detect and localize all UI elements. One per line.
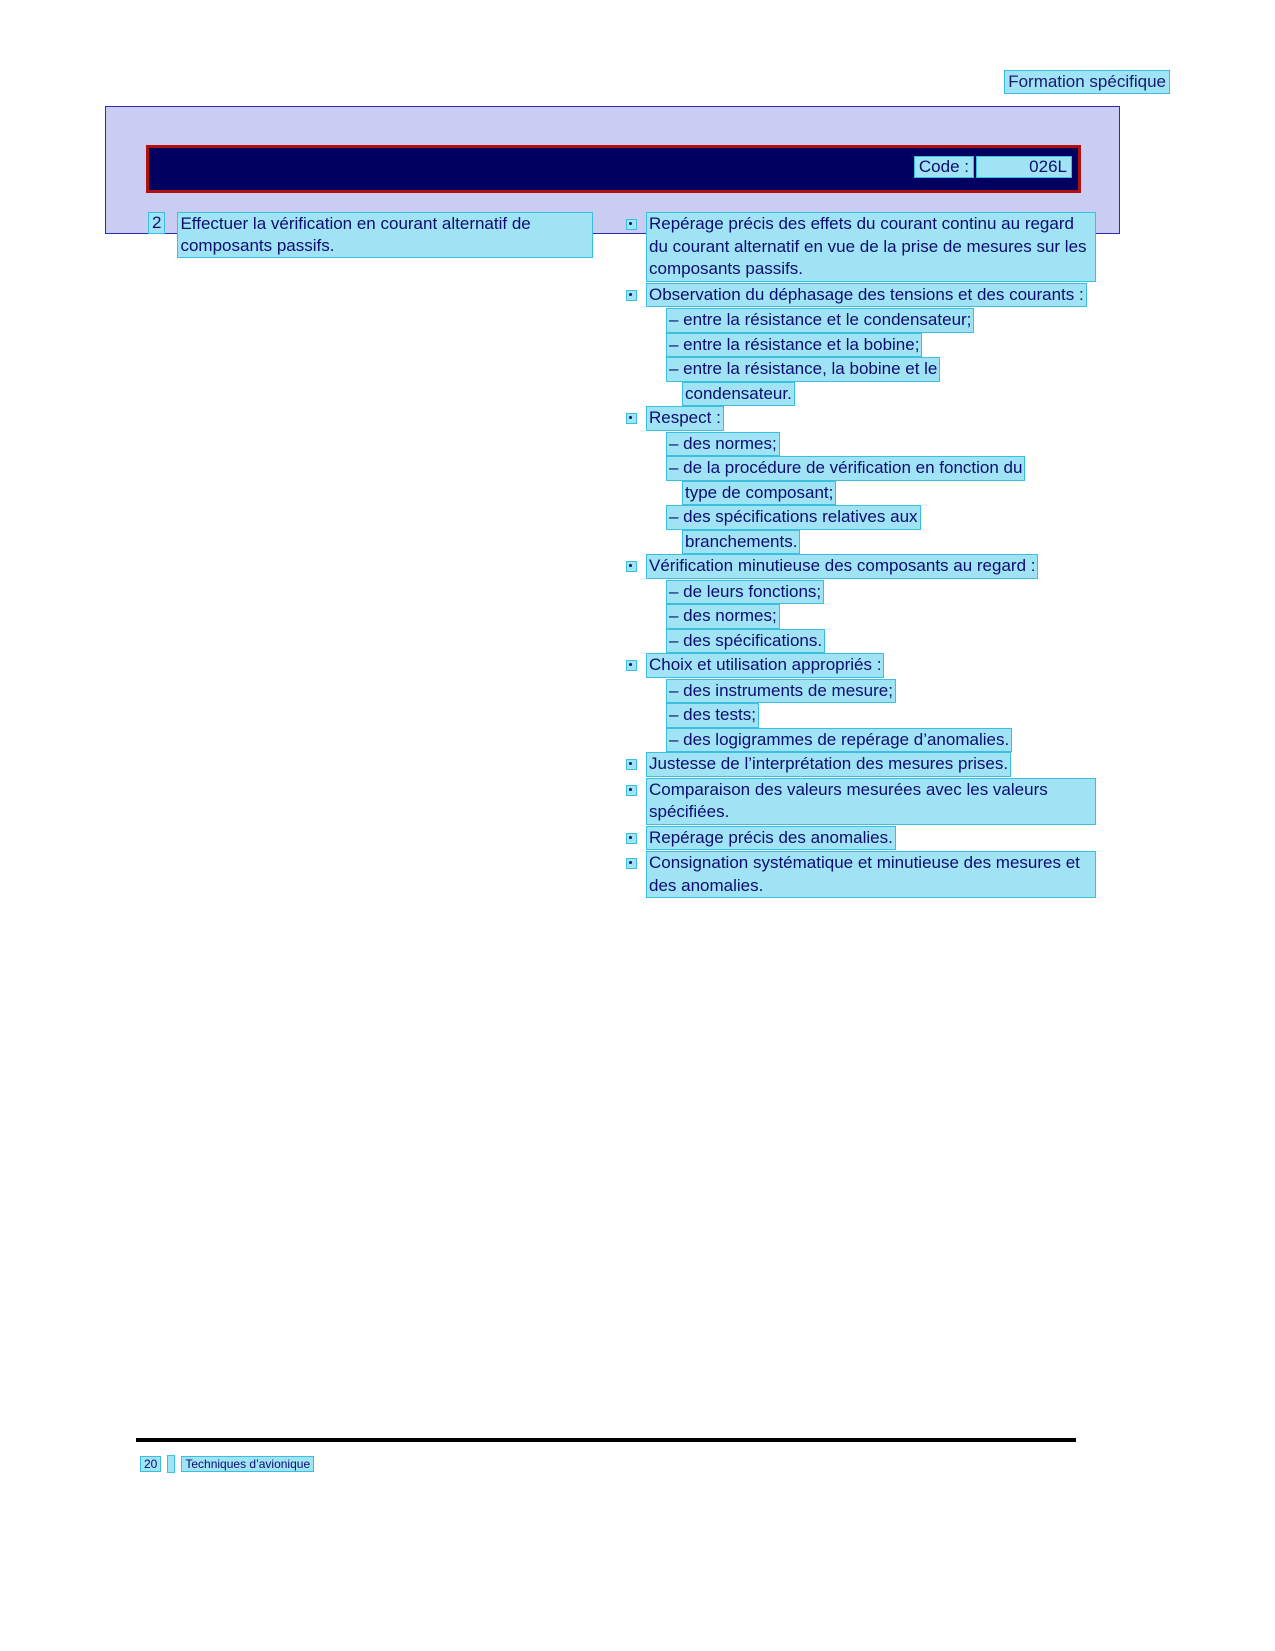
footer-separator bbox=[167, 1455, 175, 1473]
criterion-subitem: – des spécifications relatives aux bbox=[666, 505, 921, 530]
criterion-sublist bbox=[644, 679, 1096, 753]
footer-page-number: 20 bbox=[140, 1456, 161, 1472]
bullet-icon bbox=[626, 561, 637, 572]
bullet-icon bbox=[626, 219, 637, 230]
criterion-sublist bbox=[644, 308, 1096, 406]
criterion-subitem: – de la procédure de vérification en fonction du bbox=[666, 456, 1025, 481]
criterion-subitem: – entre la résistance, la bobine et le bbox=[666, 357, 940, 382]
criterion-text: Repérage précis des effets du courant continu au regard du courant alternatif en vue de la prise de mesures sur les composants passifs. bbox=[646, 212, 1096, 282]
list-item bbox=[626, 826, 1096, 851]
list-item bbox=[626, 778, 1096, 825]
criterion-subitem: – de leurs fonctions; bbox=[666, 580, 824, 605]
footer-divider bbox=[136, 1438, 1076, 1442]
list-item bbox=[626, 554, 1096, 579]
code-group bbox=[914, 156, 1072, 178]
criterion-sublist bbox=[644, 432, 1096, 555]
bullet-icon bbox=[626, 833, 637, 844]
criterion-subitem-cont: condensateur. bbox=[682, 382, 795, 407]
criterion-text: Vérification minutieuse des composants au regard : bbox=[646, 554, 1038, 579]
criterion-subitem: – des instruments de mesure; bbox=[666, 679, 896, 704]
criterion-text: Justesse de l’interprétation des mesures prises. bbox=[646, 752, 1011, 777]
bullet-icon bbox=[626, 759, 637, 770]
criterion-text: Observation du déphasage des tensions et des courants : bbox=[646, 283, 1087, 308]
task-column bbox=[148, 212, 593, 258]
criteria-column bbox=[626, 212, 1096, 899]
bullet-icon bbox=[626, 858, 637, 869]
criterion-subitem: – des normes; bbox=[666, 604, 780, 629]
list-item bbox=[626, 653, 1096, 678]
criterion-text: Consignation systématique et minutieuse des mesures et des anomalies. bbox=[646, 851, 1096, 898]
criterion-subitem-cont: branchements. bbox=[682, 530, 800, 555]
list-item bbox=[626, 283, 1096, 308]
list-item bbox=[626, 212, 1096, 282]
code-label: Code : bbox=[914, 156, 974, 178]
criterion-subitem: – des spécifications. bbox=[666, 629, 825, 654]
criterion-subitem: – entre la résistance et le condensateur; bbox=[666, 308, 974, 333]
bullet-icon bbox=[626, 290, 637, 301]
criterion-subitem: – des logigrammes de repérage d’anomalies. bbox=[666, 728, 1012, 753]
criterion-text: Repérage précis des anomalies. bbox=[646, 826, 896, 851]
footer bbox=[140, 1455, 314, 1473]
criterion-text: Choix et utilisation appropriés : bbox=[646, 653, 884, 678]
criterion-text: Respect : bbox=[646, 406, 724, 431]
header-label: Formation spécifique bbox=[1004, 70, 1170, 94]
footer-title: Techniques d’avionique bbox=[181, 1456, 314, 1472]
criterion-subitem: – entre la résistance et la bobine; bbox=[666, 333, 922, 358]
task-row bbox=[148, 212, 593, 258]
list-item bbox=[626, 752, 1096, 777]
banner-inner-frame bbox=[146, 145, 1081, 193]
code-value: 026L bbox=[976, 156, 1072, 178]
list-item bbox=[626, 851, 1096, 898]
task-text: Effectuer la vérification en courant alternatif de composants passifs. bbox=[177, 212, 593, 258]
task-number: 2 bbox=[148, 212, 165, 234]
criterion-text: Comparaison des valeurs mesurées avec les valeurs spécifiées. bbox=[646, 778, 1096, 825]
criterion-subitem-cont: type de composant; bbox=[682, 481, 836, 506]
bullet-icon bbox=[626, 785, 637, 796]
criterion-subitem: – des tests; bbox=[666, 703, 759, 728]
criterion-subitem: – des normes; bbox=[666, 432, 780, 457]
bullet-icon bbox=[626, 660, 637, 671]
list-item bbox=[626, 406, 1096, 431]
bullet-icon bbox=[626, 413, 637, 424]
criterion-sublist bbox=[644, 580, 1096, 654]
